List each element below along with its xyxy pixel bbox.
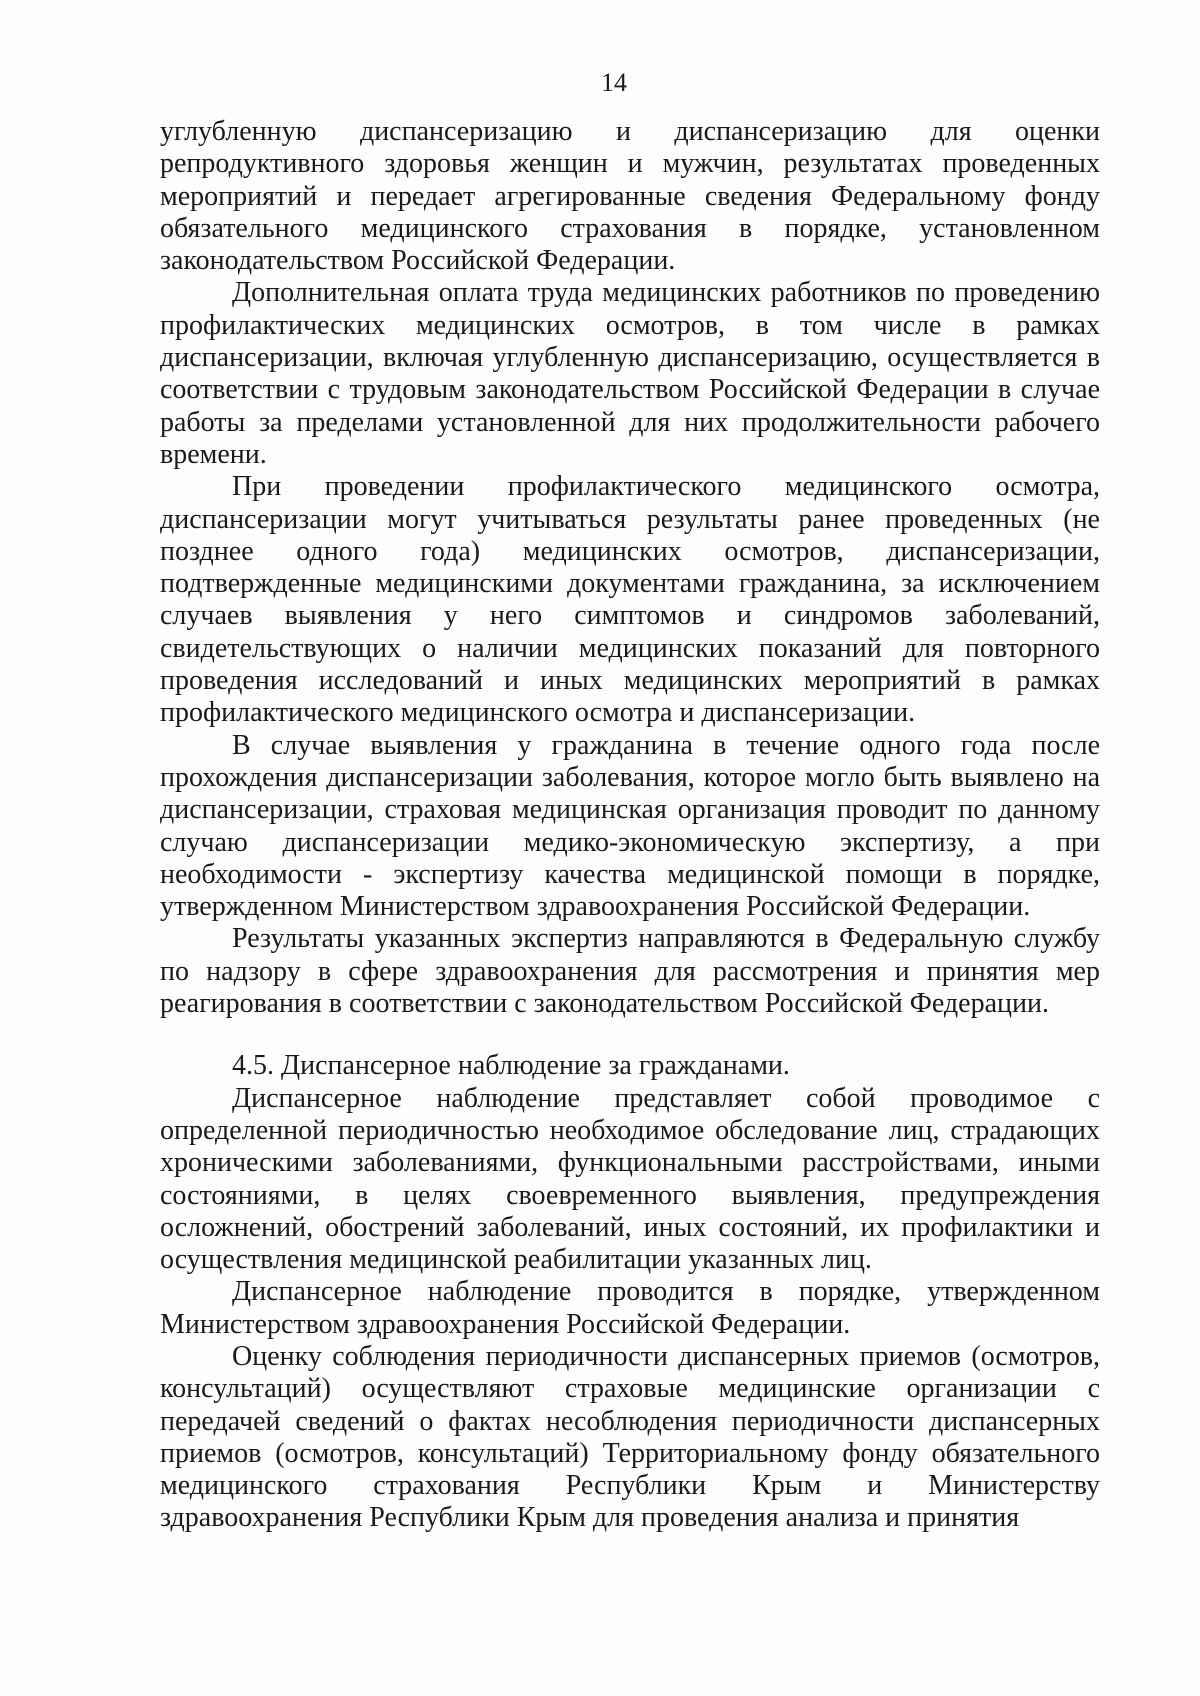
document-body (160, 116, 1100, 1535)
paragraph-continuation: углубленную диспансеризацию и диспансеризацию для оценки репродуктивного здоровья женщин и мужчин, результатах проведенных мероприятий и передает агрегированные сведения Федеральному фонду обязательного медицинского страхования в порядке, установленном законодательством Российской Федерации. (160, 116, 1100, 277)
paragraph-disease-detection: В случае выявления у гражданина в течение одного года после прохождения диспансеризации заболевания, которое могло быть выявлено на диспансеризации, страховая медицинская организация проводит по данному случаю диспансеризации медико-экономическую экспертизу, а при необходимости - экспертизу качества медицинской помощи в порядке, утвержденном Министерством здравоохранения Российской Федерации. (160, 729, 1100, 923)
paragraph-additional-pay: Дополнительная оплата труда медицинских работников по проведению профилактических медицинских осмотров, в том числе в рамках диспансеризации, включая углубленную диспансеризацию, осуществляется в соответствии с трудовым законодательством Российской Федерации в случае работы за пределами установленной для них продолжительности рабочего времени. (160, 277, 1100, 470)
paragraph-dispensary-order: Диспансерное наблюдение проводится в порядке, утвержденном Министерством здравоохранения Российской Федерации. (160, 1276, 1100, 1340)
paragraph-expertise-results: Результаты указанных экспертиз направляются в Федеральную службу по надзору в сфере здравоохранения для рассмотрения и принятия мер реагирования в соответствии с законодательством Российской Федерации. (160, 923, 1100, 1020)
paragraph-previous-results: При проведении профилактического медицинского осмотра, диспансеризации могут учитываться результаты ранее проведенных (не позднее одного года) медицинских осмотров, диспансеризации, подтвержденные медицинскими документами гражданина, за исключением случаев выявления у него симптомов и синдромов заболеваний, свидетельствующих о наличии медицинских показаний для повторного проведения исследований и иных медицинских мероприятий в рамках профилактического медицинского осмотра и диспансеризации. (160, 471, 1100, 729)
paragraph-periodicity-assessment: Оценку соблюдения периодичности диспансерных приемов (осмотров, консультаций) осуществляют страховые медицинские организации с передачей сведений о фактах несоблюдения периодичности диспансерных приемов (осмотров, консультаций) Территориальному фонду обязательного медицинского страхования Республики Крым и Министерству здравоохранения Республики Крым для проведения анализа и принятия (160, 1340, 1100, 1534)
page-number: 14 (601, 68, 627, 97)
section-heading-4-5: 4.5. Диспансерное наблюдение за гражданами. (232, 1050, 790, 1082)
paragraph-dispensary-definition: Диспансерное наблюдение представляет собой проводимое с определенной периодичностью необходимое обследование лиц, страдающих хроническими заболеваниями, функциональными расстройствами, иными состояниями, в целях своевременного выявления, предупреждения осложнений, обострений заболеваний, иных состояний, их профилактики и осуществления медицинской реабилитации указанных лиц. (160, 1082, 1100, 1276)
